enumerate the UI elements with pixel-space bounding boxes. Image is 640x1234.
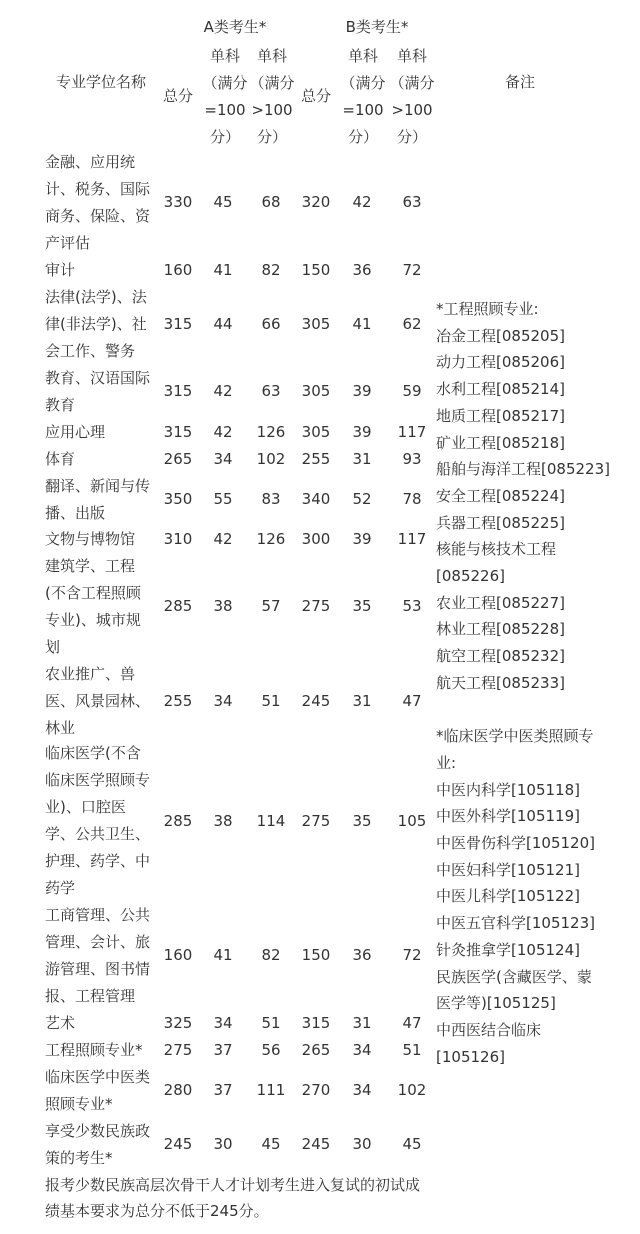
cell-a-s2: 114 — [256, 812, 286, 830]
cell-b-s2: 45 — [402, 1135, 422, 1153]
cell-a-total: 325 — [163, 1014, 193, 1032]
cell-a-s2: 68 — [261, 193, 281, 211]
table-row-name: 教育、汉语国际 教育 — [45, 369, 151, 414]
cell-a-total: 275 — [163, 1041, 193, 1059]
cell-b-s1: 52 — [352, 490, 372, 508]
cell-b-s1: 34 — [352, 1041, 372, 1059]
table-row-name: 应用心理 — [45, 423, 106, 441]
cell-b-s1: 36 — [352, 946, 372, 964]
remark-line: 林业工程[085228] — [436, 620, 565, 639]
cell-b-s2: 72 — [402, 261, 422, 279]
cell-a-s2: 51 — [261, 1014, 281, 1032]
table-row-name: 翻译、新闻与传 播、出版 — [45, 477, 151, 522]
cell-a-s2: 82 — [261, 946, 281, 964]
table-row-name: 临床医学中医类 照顾专业* — [45, 1068, 151, 1113]
cell-a-s1: 42 — [213, 530, 233, 548]
cell-a-s2: 45 — [261, 1135, 281, 1153]
remark-line: 农业工程[085227] — [436, 593, 565, 612]
remark-line: 中医外科学[105119] — [436, 807, 580, 826]
cell-a-s1: 42 — [213, 423, 233, 441]
cell-a-total: 255 — [163, 692, 193, 710]
remark-line: 中医儿科学[105122] — [436, 887, 580, 906]
cell-b-total: 150 — [301, 261, 331, 279]
cell-b-s2: 78 — [402, 490, 422, 508]
table-row-name: 临床医学(不含 临床医学照顾专 业)、口腔医 学、公共卫生、 护理、药学、中 药学 — [45, 744, 151, 897]
header-remarks: 备注 — [504, 73, 535, 91]
cell-b-total: 275 — [301, 597, 331, 615]
remark-line: 中医骨伤科学[105120] — [436, 834, 595, 853]
header-a-total: 总分 — [162, 87, 193, 105]
cell-b-s1: 39 — [352, 382, 372, 400]
cell-b-total: 245 — [301, 1135, 331, 1153]
table-row-name: 建筑学、工程 (不含工程照顾 专业)、城市规 划 — [45, 557, 141, 656]
cell-a-s1: 55 — [213, 490, 233, 508]
cell-a-s2: 57 — [261, 597, 281, 615]
cell-a-s2: 126 — [256, 530, 286, 548]
cell-a-s1: 37 — [213, 1081, 233, 1099]
cell-b-total: 320 — [301, 193, 331, 211]
cell-b-s2: 62 — [402, 315, 422, 333]
cell-b-total: 305 — [301, 315, 331, 333]
remark-line: [105126] — [436, 1047, 505, 1066]
cell-b-s1: 35 — [352, 597, 372, 615]
header-b-single-gt100: 单科 （满分 >100 分） — [389, 47, 435, 146]
cell-a-total: 280 — [163, 1081, 193, 1099]
table-row-name: 享受少数民族政 策的考生* — [45, 1122, 151, 1167]
remark-line: 航空工程[085232] — [436, 647, 565, 666]
remark-line: 航天工程[085233] — [436, 673, 565, 692]
remark-line: 冶金工程[085205] — [436, 326, 565, 345]
cell-a-s1: 34 — [213, 450, 233, 468]
cell-b-s1: 41 — [352, 315, 372, 333]
cell-b-s1: 31 — [352, 450, 372, 468]
remark-line: 核能与核技术工程 — [436, 540, 557, 559]
table-row-name: 体育 — [45, 450, 76, 468]
cell-a-s1: 38 — [213, 597, 233, 615]
header-name-col: 专业学位名称 — [55, 73, 146, 91]
header-a-single-gt100: 单科 （满分 >100 分） — [249, 47, 295, 146]
cell-b-total: 275 — [301, 812, 331, 830]
cell-b-total: 265 — [301, 1041, 331, 1059]
table-row-name: 文物与博物馆 — [45, 530, 136, 548]
cell-a-total: 330 — [163, 193, 193, 211]
cell-a-total: 315 — [163, 382, 193, 400]
remark-line: 地质工程[085217] — [436, 406, 565, 425]
remark-line: 动力工程[085206] — [436, 353, 565, 372]
cell-b-total: 305 — [301, 382, 331, 400]
table-row-name: 审计 — [45, 261, 76, 279]
remark-line: 针灸推拿学[105124] — [436, 940, 580, 959]
cell-b-s2: 63 — [402, 193, 422, 211]
cell-b-total: 150 — [301, 946, 331, 964]
table-row-name: 工商管理、公共 管理、会计、旅 游管理、图书情 报、工程管理 — [45, 906, 151, 1005]
remark-line: 业: — [436, 753, 457, 772]
cell-b-s2: 59 — [402, 382, 422, 400]
remark-line: 水利工程[085214] — [436, 380, 565, 399]
table-row-name: 法律(法学)、法 律(非法学)、社 会工作、警务 — [45, 288, 147, 360]
cell-a-s2: 51 — [261, 692, 281, 710]
cell-a-s2: 126 — [256, 423, 286, 441]
cell-b-total: 245 — [301, 692, 331, 710]
remarks-notes — [436, 296, 636, 1070]
cell-b-total: 270 — [301, 1081, 331, 1099]
cell-a-total: 245 — [163, 1135, 193, 1153]
cell-b-s1: 42 — [352, 193, 372, 211]
header-b-total: 总分 — [300, 87, 331, 105]
cell-a-s2: 56 — [261, 1041, 281, 1059]
cell-b-total: 315 — [301, 1014, 331, 1032]
cell-b-s1: 35 — [352, 812, 372, 830]
remark-line: 中西医结合临床 — [436, 1020, 542, 1039]
cell-b-s2: 117 — [397, 423, 427, 441]
cell-a-total: 310 — [163, 530, 193, 548]
table-row-name: 艺术 — [45, 1014, 76, 1032]
cell-a-s1: 38 — [213, 812, 233, 830]
cell-a-s2: 82 — [261, 261, 281, 279]
cell-b-s1: 31 — [352, 1014, 372, 1032]
cell-a-s1: 41 — [213, 946, 233, 964]
cell-a-s1: 45 — [213, 193, 233, 211]
cell-a-s1: 41 — [213, 261, 233, 279]
cell-a-s2: 102 — [256, 450, 286, 468]
cell-a-total: 285 — [163, 812, 193, 830]
remark-tcm-title: *临床医学中医类照顾专 — [436, 727, 594, 746]
cell-a-total: 350 — [163, 490, 193, 508]
cell-a-total: 160 — [163, 946, 193, 964]
table-row-name: 工程照顾专业* — [45, 1041, 143, 1059]
remark-line: 中医五官科学[105123] — [436, 914, 595, 933]
remark-line: 民族医学(含藏医学、蒙 — [436, 967, 592, 986]
table-row-name: 金融、应用统 计、税务、国际 商务、保险、资 产评估 — [45, 153, 151, 252]
cell-a-s1: 44 — [213, 315, 233, 333]
cell-b-s2: 53 — [402, 597, 422, 615]
remark-line: 中医内科学[105118] — [436, 780, 580, 799]
cell-b-s2: 102 — [397, 1081, 427, 1099]
remark-line: 矿业工程[085218] — [436, 433, 565, 452]
cell-b-s2: 93 — [402, 450, 422, 468]
cell-a-s1: 34 — [213, 692, 233, 710]
cell-a-s1: 34 — [213, 1014, 233, 1032]
cell-a-s2: 66 — [261, 315, 281, 333]
cell-a-s2: 83 — [261, 490, 281, 508]
cell-b-total: 300 — [301, 530, 331, 548]
header-b-single-le100: 单科 （满分 =100 分） — [340, 47, 386, 146]
cell-b-s2: 47 — [402, 692, 422, 710]
remark-spacer — [436, 697, 636, 724]
cell-a-s1: 42 — [213, 382, 233, 400]
remark-engineering-title: *工程照顾专业: — [436, 300, 539, 318]
header-group-b: B类考生* — [345, 18, 409, 36]
cell-b-s1: 39 — [352, 530, 372, 548]
table-row-name: 农业推广、兽 医、风景园林、 林业 — [45, 665, 151, 737]
remark-line: 兵器工程[085225] — [436, 513, 565, 532]
cell-b-total: 255 — [301, 450, 331, 468]
cell-b-total: 305 — [301, 423, 331, 441]
cell-b-s1: 31 — [352, 692, 372, 710]
cell-a-s2: 111 — [256, 1081, 286, 1099]
cell-a-total: 315 — [163, 315, 193, 333]
cell-b-s1: 36 — [352, 261, 372, 279]
cell-b-total: 340 — [301, 490, 331, 508]
cell-a-s1: 37 — [213, 1041, 233, 1059]
cell-b-s1: 30 — [352, 1135, 372, 1153]
cell-b-s1: 39 — [352, 423, 372, 441]
remark-line: 安全工程[085224] — [436, 486, 565, 505]
cell-b-s1: 34 — [352, 1081, 372, 1099]
header-a-single-le100: 单科 （满分 =100 分） — [202, 47, 248, 146]
cell-a-total: 265 — [163, 450, 193, 468]
cell-b-s2: 72 — [402, 946, 422, 964]
remark-line: 医学等)[105125] — [436, 994, 556, 1013]
cell-b-s2: 105 — [397, 812, 427, 830]
footer-note: 报考少数民族高层次骨干人才计划考生进入复试的初试成 绩基本要求为总分不低于245分。 — [45, 1176, 421, 1220]
cell-a-s1: 30 — [213, 1135, 233, 1153]
cell-a-s2: 63 — [261, 382, 281, 400]
remark-line: 中医妇科学[105121] — [436, 860, 580, 879]
cell-b-s2: 117 — [397, 530, 427, 548]
cell-a-total: 160 — [163, 261, 193, 279]
cell-a-total: 285 — [163, 597, 193, 615]
cell-a-total: 315 — [163, 423, 193, 441]
remark-line: [085226] — [436, 567, 505, 586]
cell-b-s2: 51 — [402, 1041, 422, 1059]
remark-line: 船舶与海洋工程[085223] — [436, 460, 610, 479]
cell-b-s2: 47 — [402, 1014, 422, 1032]
header-group-a: A类考生* — [203, 18, 267, 36]
